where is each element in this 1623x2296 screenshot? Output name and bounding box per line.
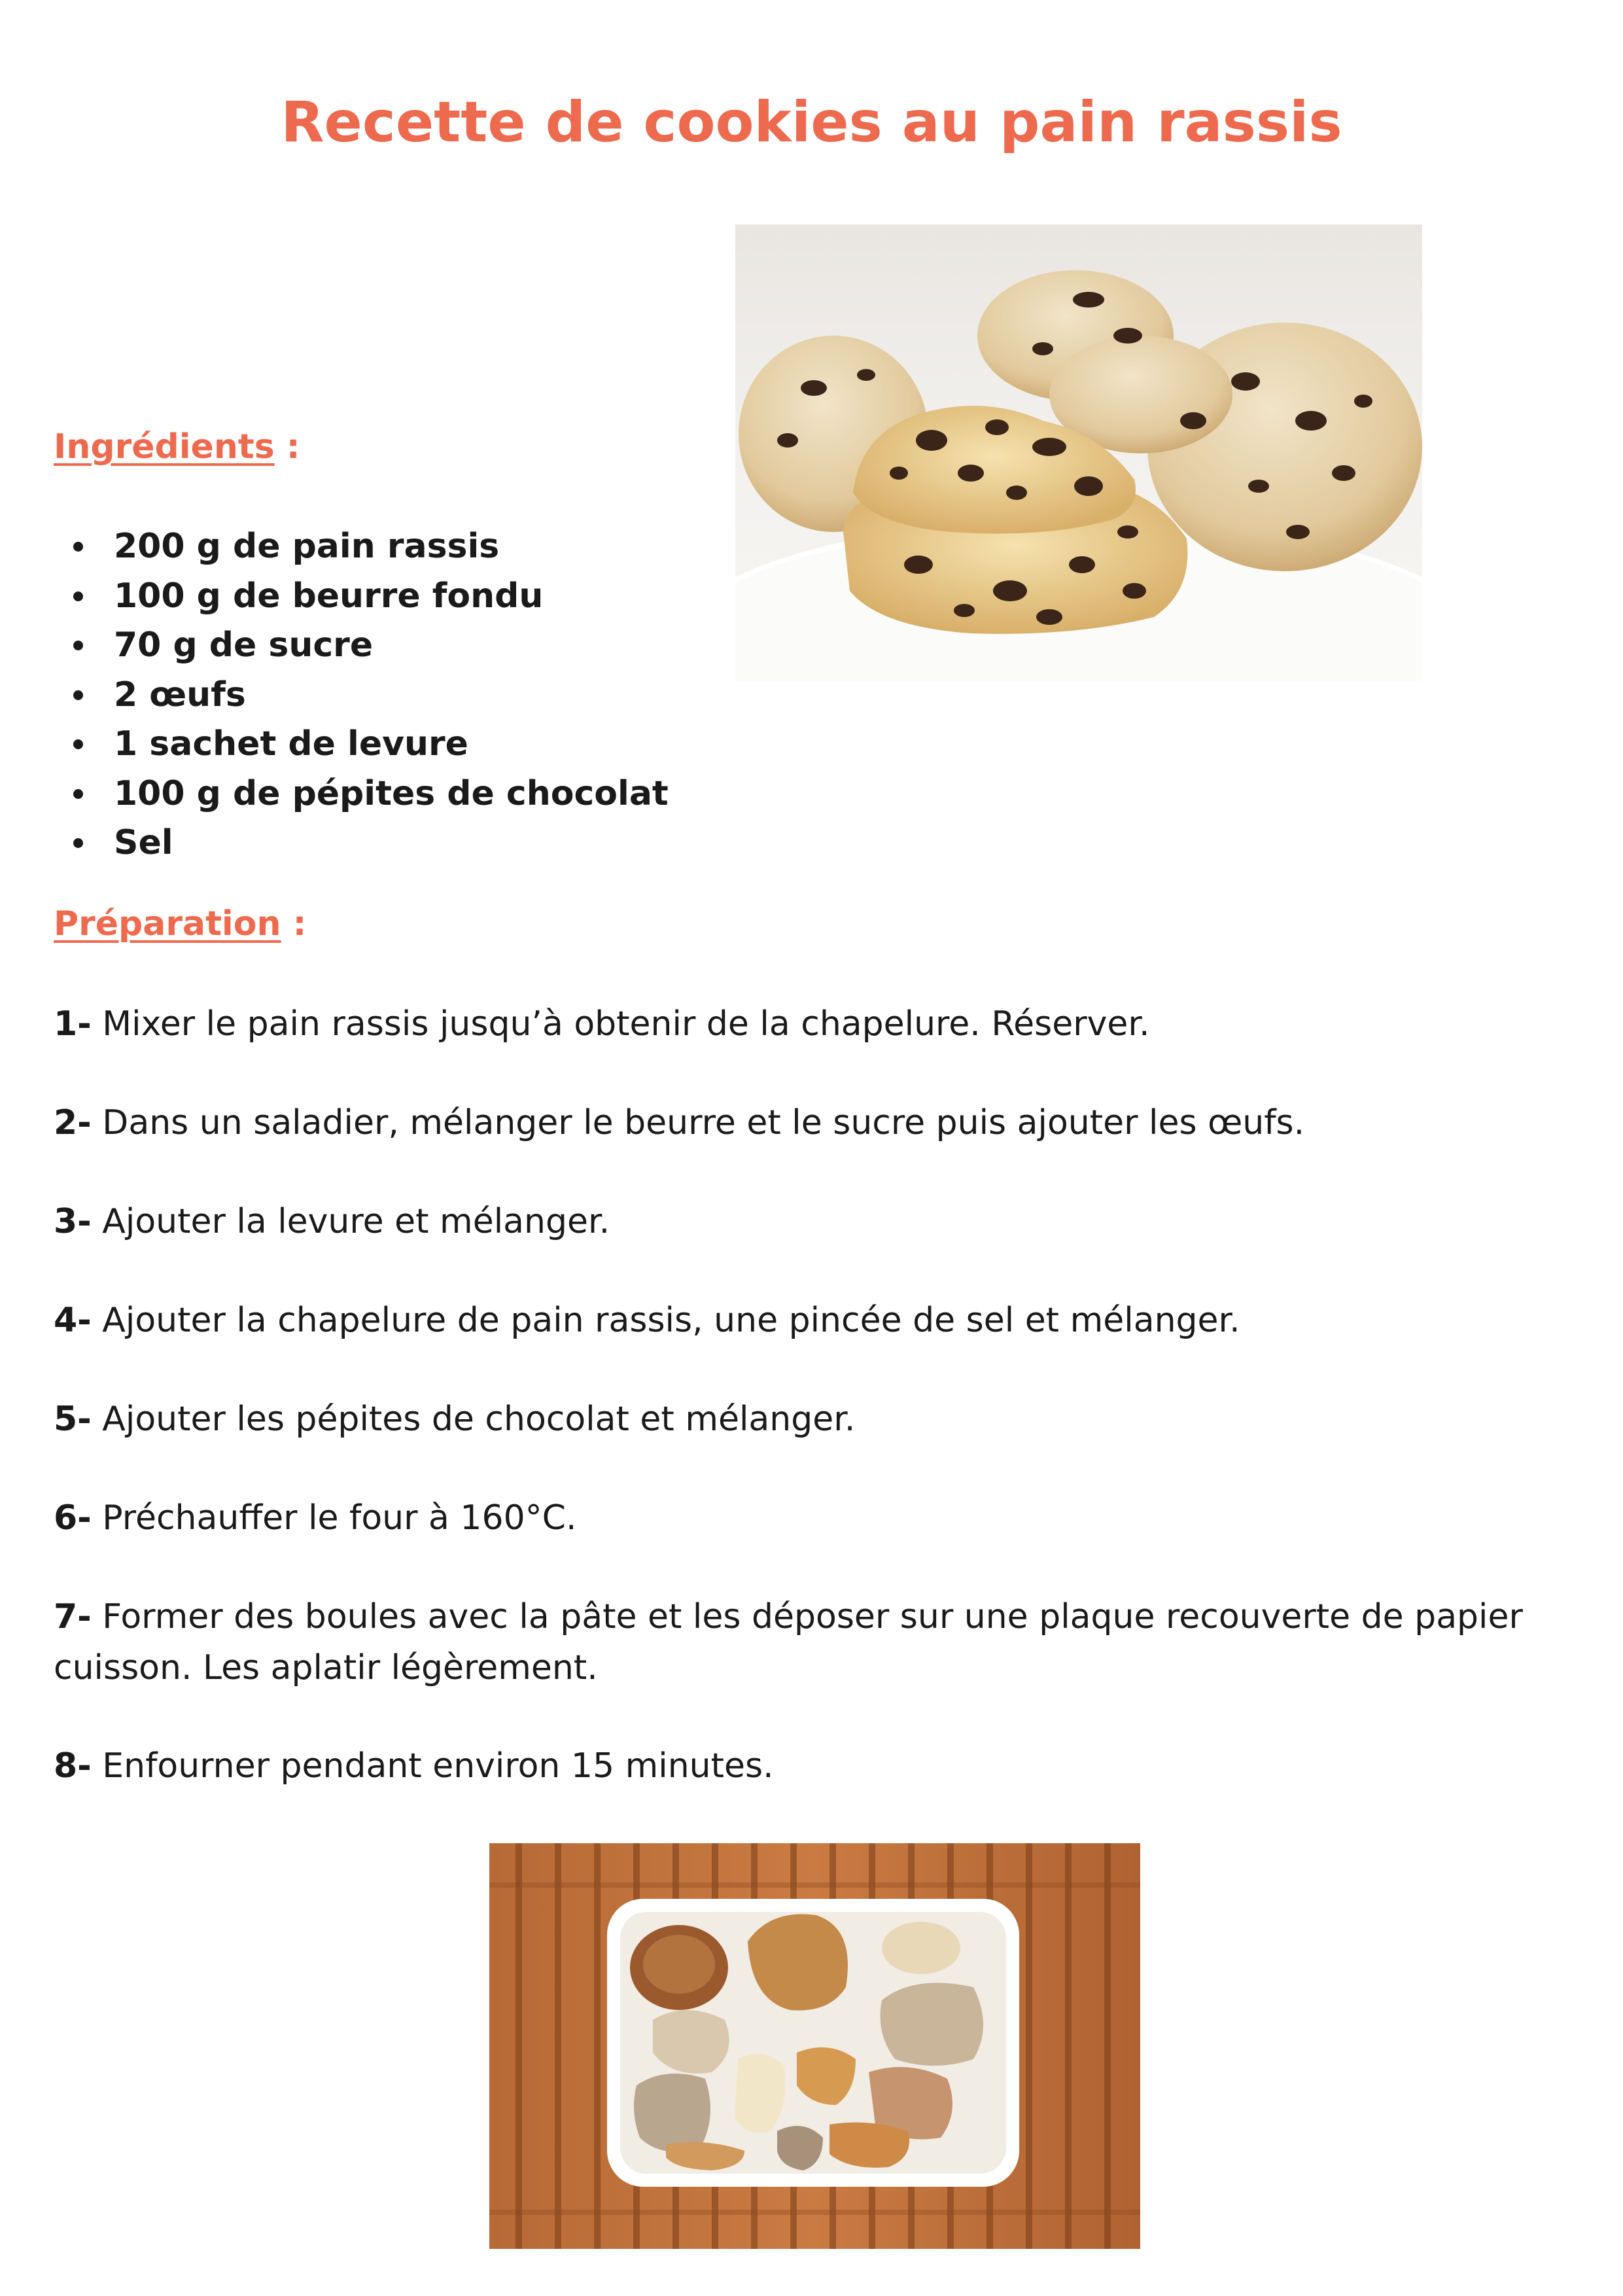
preparation-heading-label: Préparation xyxy=(54,904,281,944)
ingredient-item xyxy=(54,671,669,720)
step-text: Dans un saladier, mélanger le beurre et le sucre puis ajouter les œufs. xyxy=(91,1103,1305,1142)
step-5 xyxy=(54,1394,1526,1445)
bullet-icon xyxy=(73,641,83,650)
ingredient-list xyxy=(54,522,669,868)
step-3 xyxy=(54,1196,1526,1247)
step-text: Mixer le pain rassis jusqu’à obtenir de la chapelure. Réserver. xyxy=(91,1004,1150,1044)
step-number: 7- xyxy=(54,1597,92,1636)
step-number: 4- xyxy=(54,1301,92,1340)
bullet-icon xyxy=(73,542,83,552)
step-text: Enfourner pendant environ 15 minutes. xyxy=(91,1746,774,1786)
ingredient-text: 200 g de pain rassis xyxy=(114,527,500,566)
ingredient-text: 2 œufs xyxy=(114,675,246,715)
step-2 xyxy=(54,1097,1526,1148)
stale-bread-photo xyxy=(489,1843,1140,2249)
step-text: Former des boules avec la pâte et les déposer sur une plaque recouverte de papier cuisson. Les aplatir légèrement. xyxy=(54,1597,1523,1687)
step-4 xyxy=(54,1295,1526,1346)
step-text: Ajouter la levure et mélanger. xyxy=(91,1202,610,1241)
bullet-icon xyxy=(73,838,83,848)
ingredient-text: Sel xyxy=(114,823,173,862)
bullet-icon xyxy=(73,690,83,700)
step-text: Ajouter les pépites de chocolat et mélanger. xyxy=(91,1400,856,1439)
ingredient-item xyxy=(54,819,669,868)
ingredient-item xyxy=(54,769,669,819)
step-8 xyxy=(54,1740,1526,1792)
step-text: Préchauffer le four à 160°C. xyxy=(91,1498,577,1538)
step-number: 5- xyxy=(54,1400,92,1439)
page-title: Recette de cookies au pain rassis xyxy=(281,90,1342,155)
step-number: 6- xyxy=(54,1498,92,1538)
bullet-icon xyxy=(73,739,83,749)
ingredient-item xyxy=(54,572,669,622)
ingredient-text: 100 g de beurre fondu xyxy=(114,576,544,616)
bullet-icon xyxy=(73,592,83,601)
preparation-heading xyxy=(54,904,306,944)
step-number: 1- xyxy=(54,1004,92,1044)
ingredient-text: 1 sachet de levure xyxy=(114,724,468,764)
bullet-icon xyxy=(73,789,83,799)
step-7 xyxy=(54,1591,1526,1693)
step-number: 8- xyxy=(54,1746,92,1786)
ingredient-item xyxy=(54,720,669,769)
ingredient-text: 100 g de pépites de chocolat xyxy=(114,773,669,813)
ingredients-heading-label: Ingrédients xyxy=(54,427,275,467)
ingredients-heading xyxy=(54,427,300,467)
ingredient-text: 70 g de sucre xyxy=(114,626,374,665)
step-text: Ajouter la chapelure de pain rassis, une pincée de sel et mélanger. xyxy=(91,1301,1240,1340)
step-6 xyxy=(54,1492,1526,1544)
cookies-photo xyxy=(735,224,1422,681)
ingredient-item xyxy=(54,522,669,572)
ingredients-heading-colon: : xyxy=(274,427,300,467)
preparation-heading-colon: : xyxy=(281,904,307,944)
step-1 xyxy=(54,998,1526,1050)
step-number: 2- xyxy=(54,1103,92,1142)
ingredient-item xyxy=(54,621,669,671)
step-number: 3- xyxy=(54,1202,92,1241)
